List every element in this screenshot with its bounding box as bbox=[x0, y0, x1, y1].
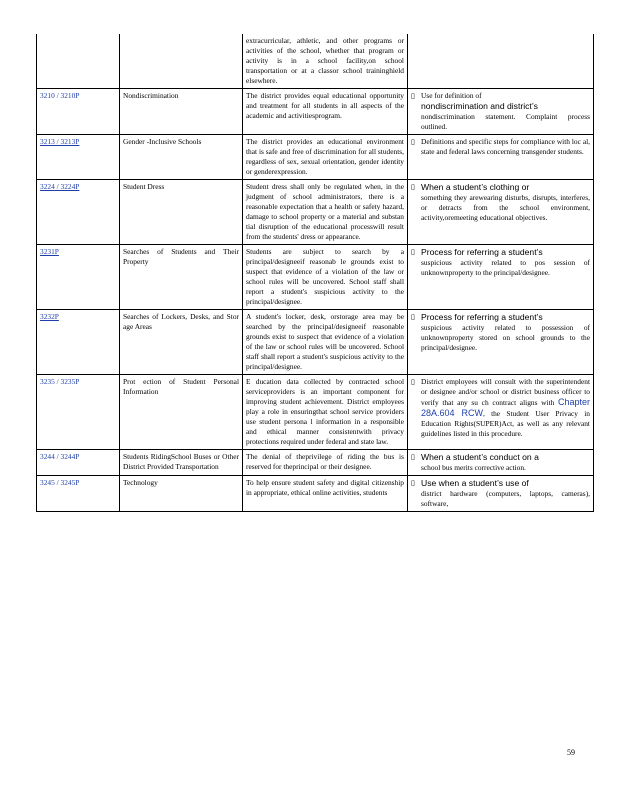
table-row bbox=[37, 135, 594, 180]
policy-title: Students RidingSchool Buses or Other District Provided Transportation bbox=[120, 450, 243, 476]
policy-description: A student's locker, desk, orstorage area may be searched by the principal/designeeif reasonable grounds exist to suspect that evidence of a violation of the law or school rules will be uncovered. School staff shall report a student's suspicious activity to the principal/designee. bbox=[243, 310, 408, 375]
rcw-link[interactable]: Chapter 28A.604 RCW bbox=[421, 397, 590, 418]
policy-code-link[interactable]: 3210 / 3210P bbox=[40, 91, 80, 100]
notes-item bbox=[411, 312, 590, 353]
notes-tail: suspicious activity related to pos session of unknownproperty to the principal/designee. bbox=[421, 258, 590, 277]
bullet-box-icon: ▯ bbox=[411, 92, 415, 100]
table-row bbox=[37, 34, 594, 89]
notes-lead: Definitions and specific steps for compliance with loc al, state and federal laws concerning transgender students. bbox=[421, 137, 590, 156]
policy-code-link[interactable]: 3232P bbox=[40, 312, 59, 321]
policy-code-link[interactable]: 3235 / 3235P bbox=[40, 377, 80, 386]
notes-item bbox=[411, 247, 590, 278]
table-row bbox=[37, 310, 594, 375]
policy-code-link[interactable]: 3213 / 3213P bbox=[40, 137, 80, 146]
policy-description: The denial of theprivilege of riding the bus is reserved for theprincipal or their designee. bbox=[243, 450, 408, 476]
notes-lead: When a student’s conduct on a bbox=[421, 452, 539, 462]
notes-item bbox=[411, 182, 590, 223]
notes-tail: suspicious activity related to possession of unknownproperty stored on school grounds to the principal/designee. bbox=[421, 323, 590, 352]
notes-lead: When a student’s clothing or bbox=[421, 182, 530, 192]
policy-title: Searches of Lockers, Desks, and Stor age Areas bbox=[120, 310, 243, 375]
notes-item bbox=[411, 137, 590, 157]
policy-title: Student Dress bbox=[120, 180, 243, 245]
bullet-box-icon: ▯ bbox=[411, 378, 415, 386]
notes-emphasis: nondiscrimination and district’s bbox=[421, 101, 538, 111]
bullet-box-icon: ▯ bbox=[411, 248, 415, 256]
notes-tail: something they arewearing disturbs, disrupts, interferes, or detracts from the school environment, activity,oremeeting educational objectives. bbox=[421, 193, 590, 222]
bullet-box-icon: ▯ bbox=[411, 183, 415, 191]
policy-title: Gender -Inclusive Schools bbox=[120, 135, 243, 180]
bullet-box-icon: ▯ bbox=[411, 479, 415, 487]
policy-notes-cell bbox=[408, 34, 594, 89]
notes-item bbox=[411, 91, 590, 132]
policy-description: Student dress shall only be regulated when, in the judgment of school administrators, there is a reasonable expectation that a health or safety hazard, damage to school property or a material and substan tial disruption of the educational processwill result from the students' dress or appearance. bbox=[243, 180, 408, 245]
policy-description: Students are subject to search by a principal/designeeif reasonab le grounds exist to suspect that evidence of a violation of the law or school rules will be uncovered. School staff shall report a student's suspicious activity to the principal/designee. bbox=[243, 245, 408, 310]
policy-code-link[interactable]: 3245 / 3245P bbox=[40, 478, 80, 487]
policy-title: Searches of Students and Their Property bbox=[120, 245, 243, 310]
policy-description: To help ensure student safety and digital citizenship in appropriate, ethical online activities, students bbox=[243, 476, 408, 512]
notes-lead: Process for referring a student’s bbox=[421, 312, 543, 322]
table-row bbox=[37, 89, 594, 135]
notes-tail: school bus merits corrective action. bbox=[421, 463, 526, 472]
policy-title: Technology bbox=[120, 476, 243, 512]
policy-code-link[interactable]: 3224 / 3224P bbox=[40, 182, 80, 191]
policy-code-link[interactable]: 3231P bbox=[40, 247, 59, 256]
policy-description: E ducation data collected by contracted school serviceproviders is an important component for improving student achievement. District employees play a role in ensuringthat school service providers use student persona l information in a responsible and ethical manner consistentwith privacy protections required under federal and state law. bbox=[243, 375, 408, 450]
notes-item bbox=[411, 478, 590, 509]
bullet-box-icon: ▯ bbox=[411, 138, 415, 146]
table-row bbox=[37, 476, 594, 512]
policy-code-link[interactable]: 3244 / 3244P bbox=[40, 452, 80, 461]
table-row bbox=[37, 450, 594, 476]
policy-description: extracurricular, athletic, and other programs or activities of the school, whether that program or activity is in a school facility,on school transportation or at a classor school traininghield elsewhere. bbox=[243, 34, 408, 89]
bullet-box-icon: ▯ bbox=[411, 453, 415, 461]
notes-tail: , the Student User Privacy in Education Rights(SUPER)Act, as well as any relevant guidelines listed in this procedure. bbox=[421, 409, 591, 438]
table-row bbox=[37, 180, 594, 245]
notes-item bbox=[411, 377, 590, 439]
notes-tail: nondiscrimination statement. Complaint process outlined. bbox=[421, 112, 590, 131]
policy-title-cell bbox=[120, 34, 243, 89]
notes-lead: Use when a student’s use of bbox=[421, 478, 529, 488]
notes-lead: Use for definition of bbox=[421, 91, 482, 100]
policy-description: The district provides equal educational opportunity and treatment for all students in all aspects of the academic and activitiesprogram. bbox=[243, 89, 408, 135]
notes-lead: Process for referring a student’s bbox=[421, 247, 543, 257]
page-number: 59 bbox=[567, 748, 575, 757]
policy-table bbox=[36, 34, 594, 512]
policy-description: The district provides an educational environment that is safe and free of discrimination for all students, regardless of sex, sexual orientation, gender identity or genderexpression. bbox=[243, 135, 408, 180]
notes-lead: District employees will consult with the superintendent or designee and/or school or district business officer to verify that any su ch contract aligns with bbox=[421, 377, 590, 407]
notes-tail: district hardware (computers, laptops, cameras), software, bbox=[421, 489, 590, 508]
policy-title: Prot ection of Student Personal Information bbox=[120, 375, 243, 450]
table-row bbox=[37, 375, 594, 450]
policy-title: Nondiscrimination bbox=[120, 89, 243, 135]
policy-code-cell bbox=[37, 34, 120, 89]
table-row bbox=[37, 245, 594, 310]
notes-item bbox=[411, 452, 590, 473]
bullet-box-icon: ▯ bbox=[411, 313, 415, 321]
